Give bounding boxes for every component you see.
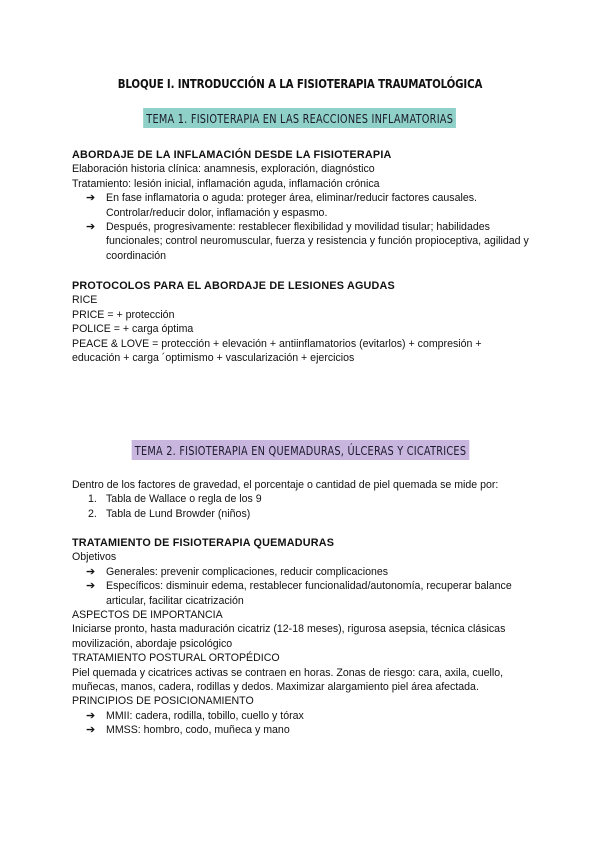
- document-title: BLOQUE I. INTRODUCCIÓN A LA FISIOTERAPIA TRAUMATOLÓGICA: [117, 76, 483, 91]
- protocolos-heading: PROTOCOLOS PARA EL ABORDAJE DE LESIONES AGUDAS: [72, 280, 395, 292]
- postural-text: Piel quemada y cicatrices activas se contraen en horas. Zonas de riesgo: cara, axila, cuello, muñecas, manos, cadera, rodillas y dedos. Maximizar alargamiento piel área afectada.: [72, 666, 504, 694]
- right-arrow-icon: ➔: [86, 565, 96, 578]
- right-arrow-icon: ➔: [86, 724, 96, 737]
- protocolo-peace-love: PEACE & LOVE = protección + elevación + antiinflamatorios (evitarlos) + compresión + educación + carga ´optimismo + vascularización + ejercicios: [72, 337, 482, 365]
- objetivo-generales-text: Generales: prevenir complicaciones, reducir complicaciones: [106, 565, 389, 578]
- principio-mmii: [72, 709, 542, 723]
- principio-mmii-text: MMII: cadera, rodilla, tobillo, cuello y tórax: [106, 709, 304, 722]
- principio-mmss: [72, 723, 542, 737]
- list-item-text: Tabla de Wallace o regla de los 9: [106, 493, 262, 506]
- tema1-banner: [0, 108, 600, 128]
- tema2-title: TEMA 2. FISIOTERAPIA EN QUEMADURAS, ÚLCERAS Y CICATRICES: [131, 440, 469, 460]
- gravedad-intro: Dentro de los factores de gravedad, el porcentaje o cantidad de piel quemada se mide por:: [72, 479, 499, 491]
- tratamiento-section: [72, 536, 542, 738]
- abordaje-heading: ABORDAJE DE LA INFLAMACIÓN DESDE LA FISIOTERAPIA: [72, 149, 392, 161]
- abordaje-bullet-2: [72, 220, 546, 263]
- tema2-banner: [0, 440, 600, 460]
- gravedad-item-2: [72, 507, 542, 521]
- principio-mmss-text: MMSS: hombro, codo, muñeca y mano: [106, 724, 290, 737]
- right-arrow-icon: ➔: [86, 709, 96, 722]
- gravedad-item-1: [72, 492, 542, 506]
- objetivos-label: Objetivos: [72, 551, 117, 564]
- objetivo-generales: [72, 565, 536, 579]
- objetivo-especificos-text: Específicos: disminuir edema, restablecer funcionalidad/autonomía, recuperar balance articular, facilitar cicatrización: [106, 580, 512, 607]
- abordaje-line-2: Tratamiento: lesión inicial, inflamación aguda, inflamación crónica: [72, 177, 380, 190]
- gravedad-section: [72, 478, 542, 521]
- tratamiento-heading: TRATAMIENTO DE FISIOTERAPIA QUEMADURAS: [72, 537, 335, 549]
- tema1-title: TEMA 1. FISIOTERAPIA EN LAS REACCIONES INFLAMATORIAS: [143, 108, 456, 128]
- abordaje-bullet-1-text: En fase inflamatoria o aguda: proteger área, eliminar/reducir factores causales. Controlar/reducir dolor, inflamación y espasmo.: [106, 192, 477, 219]
- right-arrow-icon: ➔: [86, 221, 96, 234]
- protocolo-rice: RICE: [72, 294, 98, 307]
- protocolos-section: [72, 279, 542, 365]
- protocolo-police: POLICE = + carga óptima: [72, 323, 194, 336]
- aspectos-text: Iniciarse pronto, hasta maduración cicatriz (12-18 meses), rigurosa asepsia, técnica clásicas movilización, abordaje psicológico: [72, 623, 506, 650]
- abordaje-bullet-2-text: Después, progresivamente: restablecer flexibilidad y movilidad tisular; habilidades funcionales; control neuromuscular, fuerza y resistencia y función propioceptiva, agilidad y coordinación: [106, 221, 529, 262]
- objetivo-especificos: [72, 579, 536, 608]
- right-arrow-icon: ➔: [86, 192, 96, 205]
- abordaje-line-1: Elaboración historia clínica: anamnesis, exploración, diagnóstico: [72, 163, 375, 176]
- principios-label: PRINCIPIOS DE POSICIONAMIENTO: [72, 695, 254, 708]
- list-number: 1.: [88, 493, 97, 506]
- abordaje-section: [72, 148, 542, 263]
- right-arrow-icon: ➔: [86, 580, 96, 593]
- postural-label: TRATAMIENTO POSTURAL ORTOPÉDICO: [72, 652, 280, 665]
- list-number: 2.: [88, 507, 97, 520]
- list-item-text: Tabla de Lund Browder (niños): [106, 507, 251, 520]
- aspectos-label: ASPECTOS DE IMPORTANCIA: [72, 609, 223, 622]
- protocolo-price: PRICE = + protección: [72, 308, 175, 321]
- abordaje-bullet-1: [72, 191, 516, 220]
